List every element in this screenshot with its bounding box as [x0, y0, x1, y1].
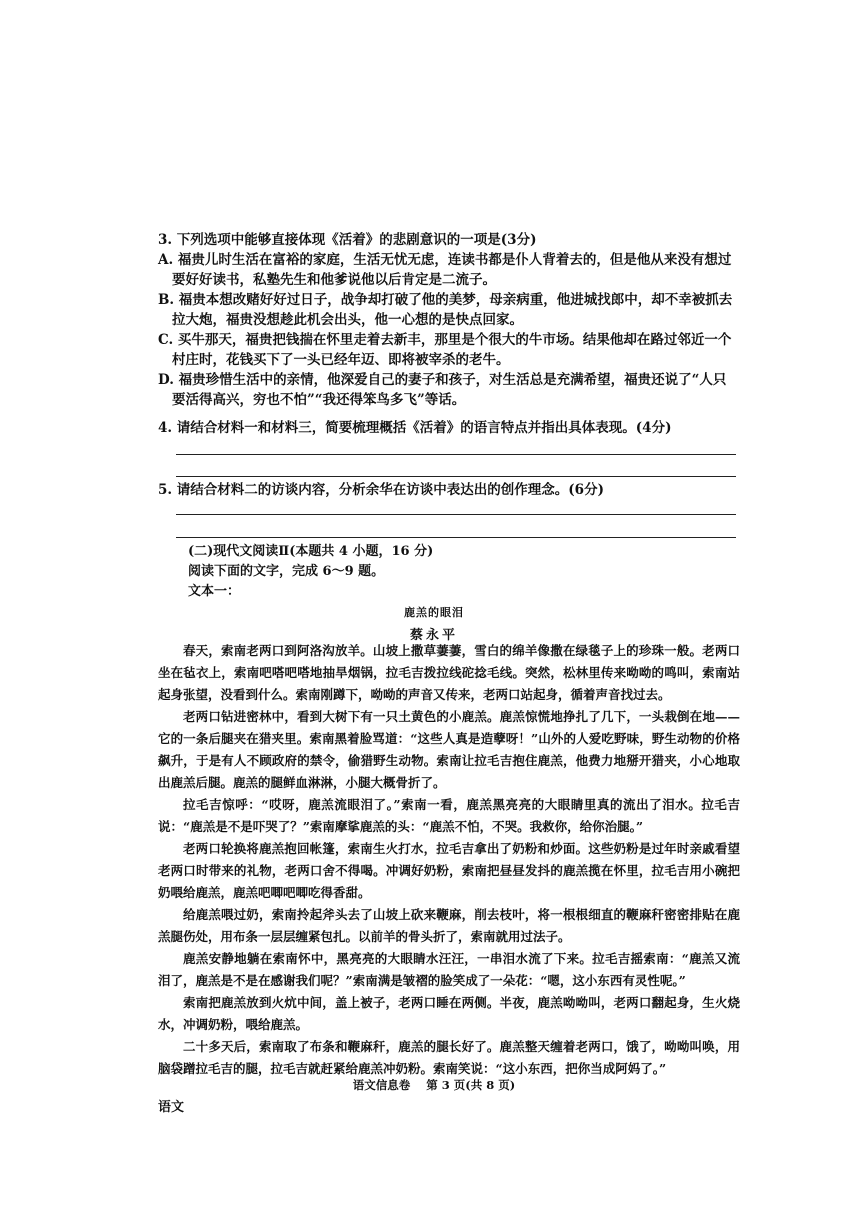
answer-line — [176, 454, 736, 455]
page-footer — [0, 1077, 868, 1093]
story-paragraph: 老两口轮换将鹿羔抱回帐篷，索南生火打水，拉毛吉拿出了奶粉和炒面。这些奶粉是过年时亲戚看望老两口时带来的礼物，老两口舍不得喝。冲调好奶粉，索南把昼昼发抖的鹿羔揽在怀里，拉毛吉用小碗把奶喂给鹿羔，鹿羔吧唧吧唧吃得香甜。 — [158, 841, 740, 900]
story-paragraph: 春天，索南老两口到阿洛沟放羊。山坡上撒草萋萋，雪白的绵羊像撒在绿毯子上的珍珠一般。老两口坐在毡衣上，索南吧嗒吧嗒地抽旱烟锅，拉毛吉拨拉线砣捻毛线。突然，松林里传来呦呦的鸣叫，索南站起身张望，没看到什么。索南刚蹲下，呦呦的声音又传来，老两口站起身，循着声音找过去。 — [158, 643, 740, 702]
answer-line — [176, 514, 736, 515]
question-4 — [158, 418, 738, 438]
story-paragraph: 老两口钻进密林中，看到大树下有一只土黄色的小鹿羔。鹿羔惊慌地挣扎了几下，一头栽倒在地——它的一条后腿夹在猎夹里。索南黑着脸骂道：“这些人真是造孽呀！”山外的人爱吃野味，野生动物的价格飙升，于是有人不顾政府的禁令，偷猎野生动物。索南让拉毛吉抱住鹿羔，他费力地掰开猎夹，小心地取出鹿羔后腿。鹿羔的腿鲜血淋淋，小腿大概骨折了。 — [158, 709, 740, 790]
story-author: 蔡永平 — [409, 628, 458, 643]
question-3-option-d: D. 福贵珍惜生活中的亲情，他深爱自己的妻子和孩子，对生活总是充满希望，福贵还说了“人只要活得高兴，穷也不怕”“我还得笨鸟多飞”等话。 — [158, 372, 727, 408]
answer-line — [176, 476, 736, 477]
question-3-title: 3. 下列选项中能够直接体现《活着》的悲剧意识的一项是(3分) — [158, 232, 537, 248]
question-3 — [158, 230, 738, 410]
question-3-option-a: A. 福贵儿时生活在富裕的家庭，生活无忧无虑，连读书都是仆人背着去的，但是他从来没有想过要好好读书，私塾先生和他爹说他以后肯定是二流子。 — [158, 252, 732, 288]
section-heading: (二)现代文阅读Ⅱ(本题共 4 小题，16 分) — [188, 544, 434, 559]
story-paragraph: 给鹿羔喂过奶，索南拎起斧头去了山坡上砍来鞭麻，削去枝叶，将一根根细直的鞭麻秆密密排贴在鹿羔腿伤处，用布条一层层缠紧包扎。以前羊的骨头折了，索南就用过法子。 — [158, 907, 740, 944]
story-body — [158, 640, 740, 1080]
text-label: 文本一： — [188, 584, 241, 599]
story-paragraph: 二十多天后，索南取了布条和鞭麻秆，鹿羔的腿长好了。鹿羔整天缠着老两口，饿了，呦呦叫唤，用脑袋蹭拉毛吉的腿，拉毛吉就赶紧给鹿羔冲奶粉。索南笑说：“这小东西，把你当成阿妈了。” — [158, 1039, 740, 1076]
answer-line — [176, 537, 736, 538]
question-3-option-c: C. 买牛那天，福贵把钱揣在怀里走着去新丰，那里是个很大的牛市场。结果他却在路过邻近一个村庄时，花钱买下了一头已经年迈、即将被宰杀的老牛。 — [158, 332, 732, 368]
story-paragraph: 鹿羔安静地躺在索南怀中，黑亮亮的大眼睛水汪汪，一串泪水流了下来。拉毛吉摇索南：“鹿羔又流泪了，鹿羔是不是在感谢我们呢？”索南满是皱褶的脸笑成了一朵花：“嗯，这小东西有灵性呢。” — [158, 951, 740, 988]
question-3-option-b: B. 福贵本想改赌好好过日子，战争却打破了他的美梦，母亲病重，他进城找郎中，却不幸被抓去拉大炮，福贵没想趁此机会出头，他一心想的是快点回家。 — [158, 292, 733, 328]
page-number: 第 3 页(共 8 页) — [426, 1078, 516, 1092]
story-paragraph: 拉毛吉惊呼：“哎呀，鹿羔流眼泪了。”索南一看，鹿羔黑亮亮的大眼睛里真的流出了泪水。拉毛吉说：“鹿羔是不是吓哭了？”索南摩挲鹿羔的头：“鹿羔不怕，不哭。我救你，给你治腿。” — [158, 797, 740, 834]
question-4-title: 4. 请结合材料一和材料三，简要梳理概括《活着》的语言特点并指出具体表现。(4分) — [158, 420, 672, 436]
exam-name: 语文信息卷 — [352, 1078, 411, 1092]
section-instruction: 阅读下面的文字，完成 6～9 题。 — [188, 564, 385, 579]
story-title: 鹿羔的眼泪 — [404, 606, 464, 619]
story-paragraph: 索南把鹿羔放到火炕中间，盖上被子，老两口睡在两侧。半夜，鹿羔呦呦叫，老两口翻起身，生火烧水，冲调奶粉，喂给鹿羔。 — [158, 995, 740, 1032]
subject-label: 语文 — [158, 1100, 185, 1115]
question-5-title: 5. 请结合材料二的访谈内容，分析余华在访谈中表达出的创作理念。(6分) — [158, 482, 604, 498]
question-5 — [158, 480, 738, 500]
